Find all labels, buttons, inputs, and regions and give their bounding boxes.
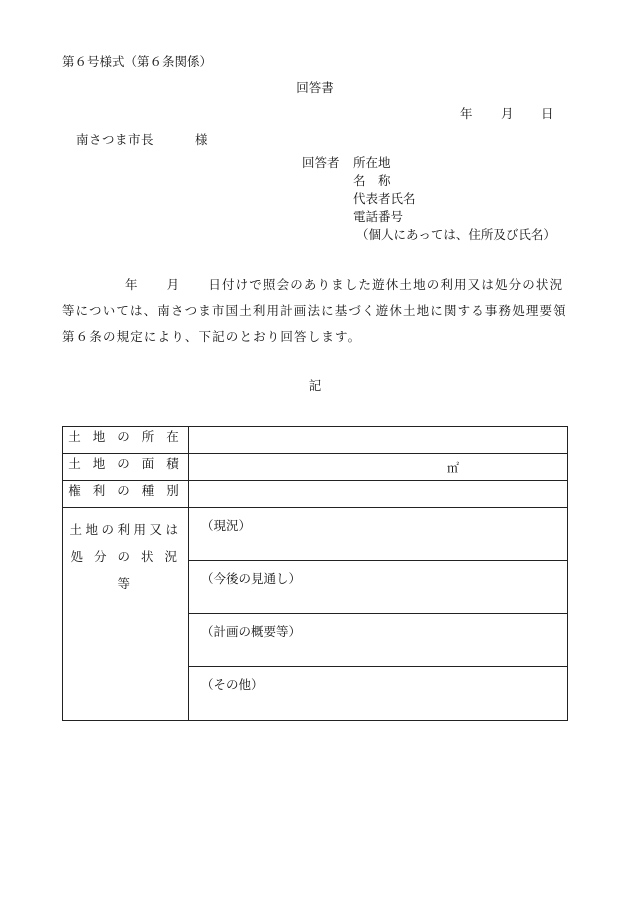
- date-year: 年: [460, 106, 473, 121]
- area-value-cell[interactable]: [189, 454, 568, 481]
- status-value-cell: [189, 508, 568, 721]
- status-outlook-label: （今後の見通し）: [201, 571, 302, 586]
- response-table: [62, 426, 568, 721]
- status-label-line-2: 処 分 の 状 況 等: [70, 549, 181, 591]
- respondent-address: 所在地: [353, 155, 391, 170]
- document-title: 回答書: [296, 80, 334, 95]
- form-number: 第６号様式（第６条関係）: [62, 54, 213, 69]
- addressee-honorific: 様: [195, 132, 208, 147]
- respondent-label: 回答者: [302, 155, 340, 170]
- area-unit: ㎡: [447, 461, 460, 475]
- rights-label: 権 利 の 種 別: [63, 481, 189, 508]
- status-outlook-cell[interactable]: [189, 561, 567, 614]
- status-current-cell[interactable]: [189, 508, 567, 561]
- respondent-note: （個人にあっては、住所及び氏名）: [356, 227, 556, 242]
- ki-heading: 記: [308, 378, 322, 393]
- status-label: [63, 508, 189, 721]
- body-month: 月: [166, 277, 181, 292]
- table-row-area: [63, 454, 568, 481]
- status-other-label: （その他）: [201, 677, 264, 692]
- location-value-cell[interactable]: [189, 427, 568, 454]
- body-paragraph: [62, 272, 570, 350]
- status-label-line-1: 土地の利用又は: [69, 522, 182, 537]
- status-plan-cell[interactable]: [189, 614, 567, 667]
- date-day: 日: [541, 106, 554, 121]
- respondent-phone: 電話番号: [353, 209, 404, 224]
- area-label: 土 地 の 面 積: [63, 454, 189, 481]
- body-year: 年: [125, 277, 139, 292]
- status-current-label: （現況）: [201, 518, 252, 533]
- status-plan-label: （計画の概要等）: [201, 624, 302, 639]
- body-text: 日付けで照会のありました遊休土地の利用又は処分の状況等については、南さつま市国土利用計画法に基づく遊休土地に関する事務処理要領第６条の規定により、下記のとおり回答します。: [62, 277, 567, 344]
- table-row-status: [63, 508, 568, 721]
- location-label: 土 地 の 所 在: [63, 427, 189, 454]
- respondent-representative: 代表者氏名: [353, 191, 416, 206]
- rights-value-cell[interactable]: [189, 481, 568, 508]
- status-other-cell[interactable]: [189, 667, 567, 720]
- table-row-rights: [63, 481, 568, 508]
- table-row-location: [63, 427, 568, 454]
- addressee-name: 南さつま市長: [76, 132, 155, 147]
- respondent-name: 名 称: [353, 173, 391, 188]
- date-month: 月: [501, 106, 514, 121]
